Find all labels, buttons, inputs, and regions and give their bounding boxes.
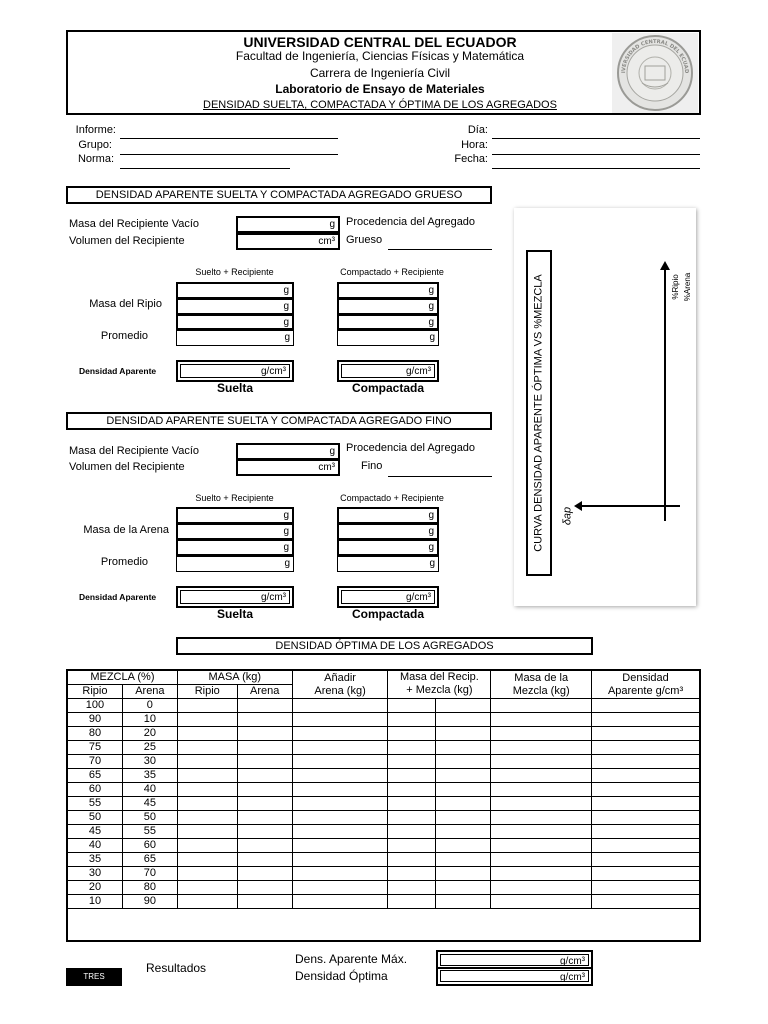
cell-arena-kg[interactable]	[237, 727, 292, 741]
cell-anadir-arena[interactable]	[292, 755, 388, 769]
cell-densidad-aparente[interactable]	[592, 713, 700, 727]
coarse-masa-label: Masa del Ripio	[89, 298, 162, 310]
header-arena-kg: Arena	[237, 685, 292, 699]
table-row	[68, 741, 700, 755]
cell-arena-pct: 50	[122, 811, 177, 825]
cell-densidad-aparente[interactable]	[592, 853, 700, 867]
cell-arena-pct: 65	[122, 853, 177, 867]
cell-ripio-kg[interactable]	[177, 867, 237, 881]
fine-compactado-header: Compactado + Recipiente	[340, 493, 444, 503]
fine-volumen-recipiente-label: Volumen del Recipiente	[69, 461, 185, 473]
coarse-volumen-recipiente-input[interactable]: cm³	[236, 233, 340, 250]
cell-anadir-arena[interactable]	[292, 727, 388, 741]
coarse-masa-recipiente-label: Masa del Recipiente Vacío	[69, 218, 200, 230]
cell-ripio-pct: 30	[68, 867, 123, 881]
cell-arena-kg[interactable]	[237, 895, 292, 909]
cell-masa-mezcla[interactable]	[491, 783, 592, 797]
cell-ripio-pct: 100	[68, 699, 123, 713]
hora-label: Hora:	[461, 139, 488, 151]
table-row	[68, 881, 700, 895]
fine-compactada-caption: Compactada	[351, 607, 425, 621]
density-arrow-icon	[574, 501, 582, 511]
cell-recip-mezcla-a[interactable]	[388, 699, 436, 713]
cell-densidad-aparente[interactable]	[592, 811, 700, 825]
cell-anadir-arena[interactable]	[292, 825, 388, 839]
cell-arena-kg[interactable]	[237, 741, 292, 755]
cell-recip-mezcla-b[interactable]	[436, 783, 491, 797]
cell-arena-pct: 80	[122, 881, 177, 895]
cell-ripio-pct: 65	[68, 769, 123, 783]
cell-anadir-arena[interactable]	[292, 769, 388, 783]
cell-densidad-aparente[interactable]	[592, 783, 700, 797]
coarse-compactado-header: Compactado + Recipiente	[340, 267, 444, 277]
cell-arena-kg[interactable]	[237, 713, 292, 727]
coarse-tipo-label: Grueso	[346, 234, 383, 246]
dens-optima-label: Densidad Óptima	[295, 969, 388, 983]
cell-anadir-arena[interactable]	[292, 783, 388, 797]
table-row	[68, 853, 700, 867]
dens-max-value: g/cm³	[436, 950, 593, 969]
fine-suelto-input-3[interactable]: g	[176, 539, 294, 556]
table-row	[68, 867, 700, 881]
cell-anadir-arena[interactable]	[292, 853, 388, 867]
header-masa: MASA (kg)	[177, 671, 292, 685]
fine-promedio-compactado: g	[337, 556, 439, 572]
university-seal	[612, 33, 698, 113]
fine-promedio-suelto: g	[176, 556, 294, 572]
cell-recip-mezcla-b[interactable]	[436, 825, 491, 839]
coarse-promedio-suelto: g	[176, 330, 294, 346]
fecha-field[interactable]	[492, 168, 700, 169]
graph-y-label: δap	[561, 506, 574, 526]
results-label: Resultados	[146, 961, 207, 975]
faculty-name: Facultad de Ingeniería, Ciencias Físicas y Matemática	[235, 49, 525, 63]
cell-recip-mezcla-b[interactable]	[436, 797, 491, 811]
cell-arena-pct: 30	[122, 755, 177, 769]
cell-ripio-pct: 20	[68, 881, 123, 895]
cell-arena-pct: 70	[122, 867, 177, 881]
cell-densidad-aparente[interactable]	[592, 797, 700, 811]
cell-masa-mezcla[interactable]	[491, 825, 592, 839]
table-row	[68, 699, 700, 713]
cell-anadir-arena[interactable]	[292, 895, 388, 909]
cell-arena-pct: 35	[122, 769, 177, 783]
grupo-label: Grupo:	[78, 139, 112, 151]
grupo-field[interactable]	[120, 154, 338, 155]
cell-ripio-pct: 70	[68, 755, 123, 769]
cell-recip-mezcla-a[interactable]	[388, 895, 436, 909]
cell-arena-kg[interactable]	[237, 853, 292, 867]
cell-arena-kg[interactable]	[237, 797, 292, 811]
cell-densidad-aparente[interactable]	[592, 895, 700, 909]
cell-arena-pct: 45	[122, 797, 177, 811]
coarse-suelto-header: Suelto + Recipiente	[195, 267, 274, 277]
informe-label: Informe:	[75, 124, 116, 136]
cell-ripio-pct: 50	[68, 811, 123, 825]
cell-ripio-pct: 80	[68, 727, 123, 741]
fine-compactado-input-2[interactable]: g	[337, 523, 439, 540]
cell-ripio-kg[interactable]	[177, 755, 237, 769]
coarse-compactado-input-2[interactable]: g	[337, 298, 439, 315]
cell-recip-mezcla-a[interactable]	[388, 811, 436, 825]
cell-ripio-kg[interactable]	[177, 853, 237, 867]
cell-masa-mezcla[interactable]	[491, 727, 592, 741]
fine-masa-recipiente-label: Masa del Recipiente Vacío	[69, 445, 200, 457]
cell-recip-mezcla-b[interactable]	[436, 727, 491, 741]
cell-ripio-kg[interactable]	[177, 881, 237, 895]
lab-name: Laboratorio de Ensayo de Materiales	[275, 82, 485, 96]
cell-ripio-kg[interactable]	[177, 769, 237, 783]
cell-ripio-kg[interactable]	[177, 825, 237, 839]
cell-recip-mezcla-a[interactable]	[388, 825, 436, 839]
cell-anadir-arena[interactable]	[292, 881, 388, 895]
cell-arena-pct: 20	[122, 727, 177, 741]
fine-compactado-input-3[interactable]: g	[337, 539, 439, 556]
fine-masa-recipiente-input[interactable]: g	[236, 443, 340, 460]
cell-recip-mezcla-b[interactable]	[436, 811, 491, 825]
cell-ripio-pct: 45	[68, 825, 123, 839]
cell-anadir-arena[interactable]	[292, 797, 388, 811]
fine-suelta-caption: Suelta	[216, 607, 253, 621]
cell-ripio-kg[interactable]	[177, 713, 237, 727]
cell-recip-mezcla-b[interactable]	[436, 769, 491, 783]
coarse-suelto-input-3[interactable]: g	[176, 314, 294, 330]
cell-recip-mezcla-a[interactable]	[388, 881, 436, 895]
optimal-table	[67, 670, 700, 909]
coarse-densidad-suelta: g/cm³	[176, 360, 294, 382]
fine-densidad-suelta: g/cm³	[176, 586, 294, 608]
cell-ripio-pct: 10	[68, 895, 123, 909]
cell-recip-mezcla-a[interactable]	[388, 783, 436, 797]
cell-recip-mezcla-a[interactable]	[388, 797, 436, 811]
cell-recip-mezcla-b[interactable]	[436, 839, 491, 853]
cell-recip-mezcla-a[interactable]	[388, 769, 436, 783]
graph-arena-label: %Arena	[683, 272, 692, 302]
header-masa-mezcla: Masa de la Mezcla (kg)	[491, 671, 592, 699]
cell-ripio-pct: 90	[68, 713, 123, 727]
header-recip-mezcla: Masa del Recip. + Mezcla (kg)	[388, 671, 491, 699]
fine-densidad-label: Densidad Aparente	[79, 592, 157, 602]
optimal-section-title: DENSIDAD ÓPTIMA DE LOS AGREGADOS	[176, 637, 593, 655]
header-ripio-pct: Ripio	[68, 685, 123, 699]
cell-recip-mezcla-b[interactable]	[436, 895, 491, 909]
coarse-compactado-input-3[interactable]: g	[337, 314, 439, 330]
cell-arena-kg[interactable]	[237, 755, 292, 769]
fine-suelto-input-2[interactable]: g	[176, 523, 294, 540]
norma-field[interactable]	[120, 168, 290, 169]
cell-masa-mezcla[interactable]	[491, 811, 592, 825]
cell-ripio-kg[interactable]	[177, 895, 237, 909]
table-row	[68, 797, 700, 811]
table-row	[68, 825, 700, 839]
career-name: Carrera de Ingeniería Civil	[309, 66, 451, 80]
fine-procedencia-field[interactable]	[388, 476, 492, 477]
cell-arena-kg[interactable]	[237, 811, 292, 825]
cell-ripio-kg[interactable]	[177, 811, 237, 825]
cell-ripio-kg[interactable]	[177, 727, 237, 741]
coarse-procedencia-label: Procedencia del Agregado	[346, 216, 476, 228]
fecha-label: Fecha:	[454, 153, 488, 165]
cell-arena-kg[interactable]	[237, 839, 292, 853]
table-row	[68, 811, 700, 825]
coarse-procedencia-field[interactable]	[388, 249, 492, 250]
cell-masa-mezcla[interactable]	[491, 741, 592, 755]
cell-recip-mezcla-a[interactable]	[388, 727, 436, 741]
cell-densidad-aparente[interactable]	[592, 867, 700, 881]
cell-densidad-aparente[interactable]	[592, 741, 700, 755]
fine-masa-label: Masa de la Arena	[83, 524, 169, 536]
cell-densidad-aparente[interactable]	[592, 881, 700, 895]
university-name: UNIVERSIDAD CENTRAL DEL ECUADOR	[243, 34, 517, 50]
table-row	[68, 755, 700, 769]
results-badge: TRES	[66, 968, 122, 986]
cell-ripio-kg[interactable]	[177, 783, 237, 797]
header-anadir: Añadir Arena (kg)	[292, 671, 388, 699]
coarse-promedio-compactado: g	[337, 330, 439, 346]
cell-arena-kg[interactable]	[237, 867, 292, 881]
ripio-arrow-icon	[660, 261, 670, 270]
coarse-masa-recipiente-input[interactable]: g	[236, 216, 340, 233]
cell-arena-pct: 0	[122, 699, 177, 713]
table-row	[68, 839, 700, 853]
cell-recip-mezcla-b[interactable]	[436, 755, 491, 769]
cell-densidad-aparente[interactable]	[592, 727, 700, 741]
cell-anadir-arena[interactable]	[292, 741, 388, 755]
cell-arena-kg[interactable]	[237, 783, 292, 797]
cell-recip-mezcla-a[interactable]	[388, 713, 436, 727]
dia-label: Día:	[467, 124, 488, 136]
coarse-densidad-label: Densidad Aparente	[79, 366, 157, 376]
cell-recip-mezcla-a[interactable]	[388, 839, 436, 853]
graph-panel	[514, 208, 696, 606]
cell-arena-kg[interactable]	[237, 769, 292, 783]
cell-arena-kg[interactable]	[237, 881, 292, 895]
coarse-section-title: DENSIDAD APARENTE SUELTA Y COMPACTADA AGREGADO GRUESO	[66, 186, 492, 204]
header-ripio-kg: Ripio	[177, 685, 237, 699]
cell-masa-mezcla[interactable]	[491, 853, 592, 867]
norma-label: Norma:	[77, 153, 114, 165]
cell-ripio-pct: 75	[68, 741, 123, 755]
form-subtitle: DENSIDAD SUELTA, COMPACTADA Y ÓPTIMA DE LOS AGREGADOS	[203, 99, 557, 111]
table-row	[68, 769, 700, 783]
cell-anadir-arena[interactable]	[292, 811, 388, 825]
cell-anadir-arena[interactable]	[292, 699, 388, 713]
cell-ripio-kg[interactable]	[177, 741, 237, 755]
header-arena-pct: Arena	[122, 685, 177, 699]
coarse-suelta-caption: Suelta	[216, 381, 253, 395]
cell-recip-mezcla-b[interactable]	[436, 881, 491, 895]
coarse-promedio-label: Promedio	[100, 330, 148, 342]
coarse-volumen-recipiente-label: Volumen del Recipiente	[69, 235, 185, 247]
fine-promedio-label: Promedio	[100, 556, 148, 568]
cell-masa-mezcla[interactable]	[491, 797, 592, 811]
cell-anadir-arena[interactable]	[292, 867, 388, 881]
cell-arena-pct: 10	[122, 713, 177, 727]
cell-masa-mezcla[interactable]	[491, 867, 592, 881]
cell-recip-mezcla-b[interactable]	[436, 713, 491, 727]
dens-max-label: Dens. Aparente Máx.	[295, 952, 408, 966]
cell-recip-mezcla-b[interactable]	[436, 741, 491, 755]
fine-section-title: DENSIDAD APARENTE SUELTA Y COMPACTADA AGREGADO FINO	[66, 412, 492, 430]
coarse-compactada-caption: Compactada	[351, 381, 425, 395]
cell-recip-mezcla-b[interactable]	[436, 853, 491, 867]
table-row	[68, 895, 700, 909]
fine-suelto-input-1[interactable]: g	[176, 507, 294, 524]
cell-densidad-aparente[interactable]	[592, 699, 700, 713]
cell-ripio-kg[interactable]	[177, 839, 237, 853]
cell-arena-pct: 40	[122, 783, 177, 797]
graph-ripio-label: %Ripio	[671, 274, 680, 300]
table-row	[68, 727, 700, 741]
cell-masa-mezcla[interactable]	[491, 699, 592, 713]
cell-masa-mezcla[interactable]	[491, 769, 592, 783]
header-densidad: Densidad Aparente g/cm³	[592, 671, 700, 699]
coarse-densidad-compactada: g/cm³	[337, 360, 439, 382]
fine-densidad-compactada: g/cm³	[337, 586, 439, 608]
coarse-compactado-input-1[interactable]: g	[337, 282, 439, 299]
cell-ripio-pct: 55	[68, 797, 123, 811]
cell-arena-kg[interactable]	[237, 699, 292, 713]
cell-ripio-pct: 60	[68, 783, 123, 797]
cell-masa-mezcla[interactable]	[491, 881, 592, 895]
cell-anadir-arena[interactable]	[292, 713, 388, 727]
cell-densidad-aparente[interactable]	[592, 755, 700, 769]
seal-text: IVERSIDAD CENTRAL DEL ECUAD	[620, 38, 690, 74]
fine-suelto-header: Suelto + Recipiente	[195, 493, 274, 503]
cell-arena-pct: 25	[122, 741, 177, 755]
header-mezcla: MEZCLA (%)	[68, 671, 178, 685]
coarse-suelto-input-2[interactable]: g	[176, 298, 294, 315]
cell-recip-mezcla-b[interactable]	[436, 867, 491, 881]
cell-arena-pct: 90	[122, 895, 177, 909]
cell-arena-kg[interactable]	[237, 825, 292, 839]
hora-field[interactable]	[492, 154, 700, 155]
table-row	[68, 783, 700, 797]
cell-recip-mezcla-a[interactable]	[388, 853, 436, 867]
cell-recip-mezcla-a[interactable]	[388, 867, 436, 881]
cell-ripio-pct: 40	[68, 839, 123, 853]
dens-optima-value: g/cm³	[436, 967, 593, 986]
cell-arena-pct: 55	[122, 825, 177, 839]
cell-ripio-pct: 35	[68, 853, 123, 867]
fine-tipo-label: Fino	[361, 460, 383, 472]
cell-recip-mezcla-a[interactable]	[388, 741, 436, 755]
cell-ripio-kg[interactable]	[177, 797, 237, 811]
cell-ripio-kg[interactable]	[177, 699, 237, 713]
cell-masa-mezcla[interactable]	[491, 713, 592, 727]
fine-procedencia-label: Procedencia del Agregado	[346, 442, 476, 454]
fine-volumen-recipiente-input[interactable]: cm³	[236, 459, 340, 476]
fine-compactado-input-1[interactable]: g	[337, 507, 439, 524]
cell-densidad-aparente[interactable]	[592, 825, 700, 839]
cell-recip-mezcla-a[interactable]	[388, 755, 436, 769]
cell-masa-mezcla[interactable]	[491, 755, 592, 769]
cell-masa-mezcla[interactable]	[491, 839, 592, 853]
cell-densidad-aparente[interactable]	[592, 769, 700, 783]
cell-densidad-aparente[interactable]	[592, 839, 700, 853]
cell-masa-mezcla[interactable]	[491, 895, 592, 909]
cell-anadir-arena[interactable]	[292, 839, 388, 853]
cell-recip-mezcla-b[interactable]	[436, 699, 491, 713]
informe-field[interactable]	[120, 138, 338, 139]
dia-field[interactable]	[492, 138, 700, 139]
coarse-suelto-input-1[interactable]: g	[176, 282, 294, 299]
table-row	[68, 713, 700, 727]
cell-arena-pct: 60	[122, 839, 177, 853]
graph-title: CURVA DENSIDAD APARENTE ÓPTIMA VS %MEZCLA	[532, 274, 545, 552]
